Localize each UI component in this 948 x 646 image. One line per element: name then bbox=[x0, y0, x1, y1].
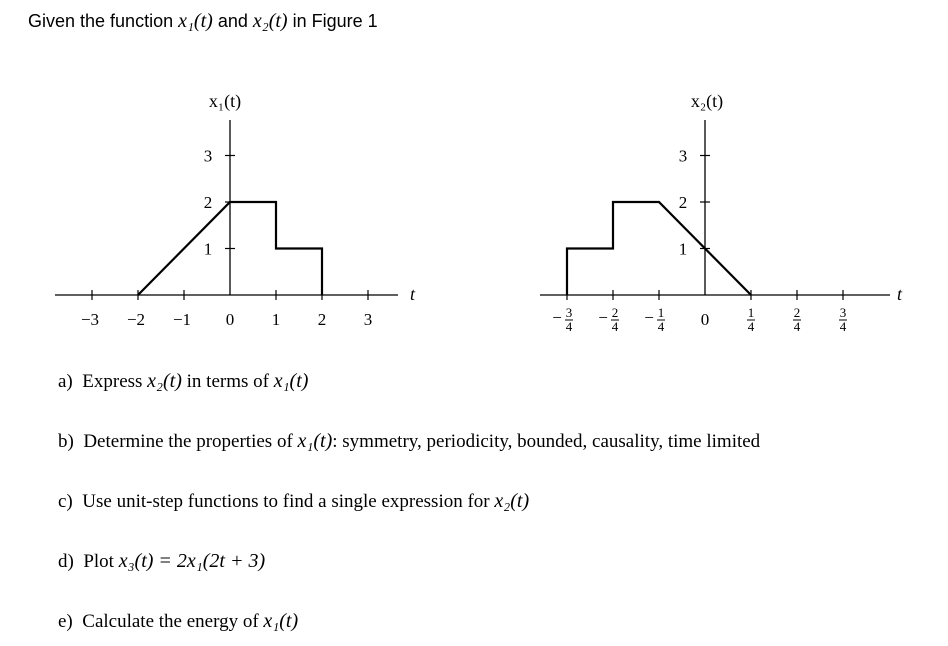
right-signal-line bbox=[567, 202, 751, 295]
left-xlabel: t bbox=[410, 284, 416, 304]
question-mid: : symmetry, periodicity, bounded, causality, time limited bbox=[332, 431, 761, 452]
question-text: Calculate the energy of bbox=[82, 611, 264, 632]
left-x-tick-label: 2 bbox=[317, 310, 327, 329]
question-mid: in terms of bbox=[181, 371, 274, 392]
left-y-tick-label: 2 bbox=[203, 193, 213, 212]
question-c bbox=[58, 490, 529, 513]
minus-sign: − bbox=[552, 308, 562, 327]
right-plot bbox=[540, 91, 903, 334]
left-plot bbox=[55, 91, 416, 329]
question-label: d) bbox=[58, 551, 74, 572]
right-x-tick-label bbox=[793, 305, 801, 334]
fraction-denominator: 4 bbox=[565, 319, 573, 334]
right-ylabel: x₂(t) bbox=[690, 91, 724, 111]
right-x-tick-label: 0 bbox=[700, 310, 710, 329]
question-math-2: x₁(t) bbox=[273, 370, 309, 392]
question-text: Express bbox=[82, 371, 148, 392]
intro-and: and bbox=[212, 11, 253, 31]
right-x-tick-label bbox=[747, 305, 755, 334]
question-text: Use unit-step functions to find a single expression for bbox=[82, 491, 495, 512]
left-x-tick-label: 1 bbox=[271, 310, 281, 329]
fraction-denominator: 4 bbox=[657, 319, 665, 334]
fraction-numerator: 3 bbox=[565, 305, 573, 320]
right-y-tick-label: 1 bbox=[678, 239, 688, 259]
fraction-numerator: 3 bbox=[839, 305, 847, 320]
question-math-1: x₃(t) = 2x₁(2t + 3) bbox=[118, 550, 266, 572]
right-x-tick-label bbox=[598, 305, 619, 334]
intro-text-after: in Figure 1 bbox=[287, 11, 378, 31]
intro-text-before: Given the function bbox=[28, 11, 179, 31]
right-xlabel: t bbox=[897, 284, 903, 304]
right-x-tick-label bbox=[644, 305, 665, 334]
left-x-tick-label: −3 bbox=[80, 310, 100, 329]
question-label: b) bbox=[58, 431, 74, 452]
intro-x1: x₁(t) bbox=[178, 10, 213, 32]
right-x-tick-label bbox=[839, 305, 847, 334]
question-b bbox=[58, 430, 760, 453]
fraction-numerator: 2 bbox=[611, 305, 619, 320]
minus-sign: − bbox=[644, 308, 654, 327]
right-y-tick-label: 2 bbox=[678, 193, 688, 212]
fraction-numerator: 1 bbox=[657, 305, 665, 320]
question-e bbox=[58, 610, 298, 633]
left-x-tick-label: 3 bbox=[363, 310, 373, 329]
intro-x2: x₂(t) bbox=[252, 10, 288, 32]
fraction-denominator: 4 bbox=[611, 319, 619, 334]
fraction-denominator: 4 bbox=[793, 319, 801, 334]
right-y-tick-label: 3 bbox=[678, 146, 688, 166]
left-x-tick-label: −2 bbox=[126, 310, 146, 329]
left-x-tick-label: −1 bbox=[172, 310, 192, 329]
question-math-1: x₁(t) bbox=[297, 430, 333, 452]
left-y-tick-label: 3 bbox=[203, 146, 213, 166]
question-math-1: x₁(t) bbox=[263, 610, 299, 632]
minus-sign: − bbox=[598, 308, 608, 327]
fraction-numerator: 2 bbox=[793, 305, 801, 320]
question-a bbox=[58, 370, 308, 393]
question-text: Plot bbox=[83, 551, 119, 572]
question-label: c) bbox=[58, 491, 73, 512]
question-math-1: x₂(t) bbox=[147, 370, 182, 392]
left-ylabel: x₁(t) bbox=[208, 91, 242, 111]
question-label: e) bbox=[58, 611, 73, 632]
fraction-numerator: 1 bbox=[747, 305, 755, 320]
left-y-tick-label: 1 bbox=[203, 239, 213, 259]
right-x-tick-label bbox=[552, 305, 573, 334]
right-x-ticks bbox=[552, 290, 847, 334]
fraction-denominator: 4 bbox=[747, 319, 755, 334]
left-x-ticks bbox=[81, 290, 372, 329]
question-text: Determine the properties of bbox=[83, 431, 298, 452]
question-d bbox=[58, 550, 265, 573]
question-math-1: x₂(t) bbox=[494, 490, 530, 512]
left-x-tick-label: 0 bbox=[225, 310, 235, 329]
fraction-denominator: 4 bbox=[839, 319, 847, 334]
question-label: a) bbox=[58, 371, 73, 392]
